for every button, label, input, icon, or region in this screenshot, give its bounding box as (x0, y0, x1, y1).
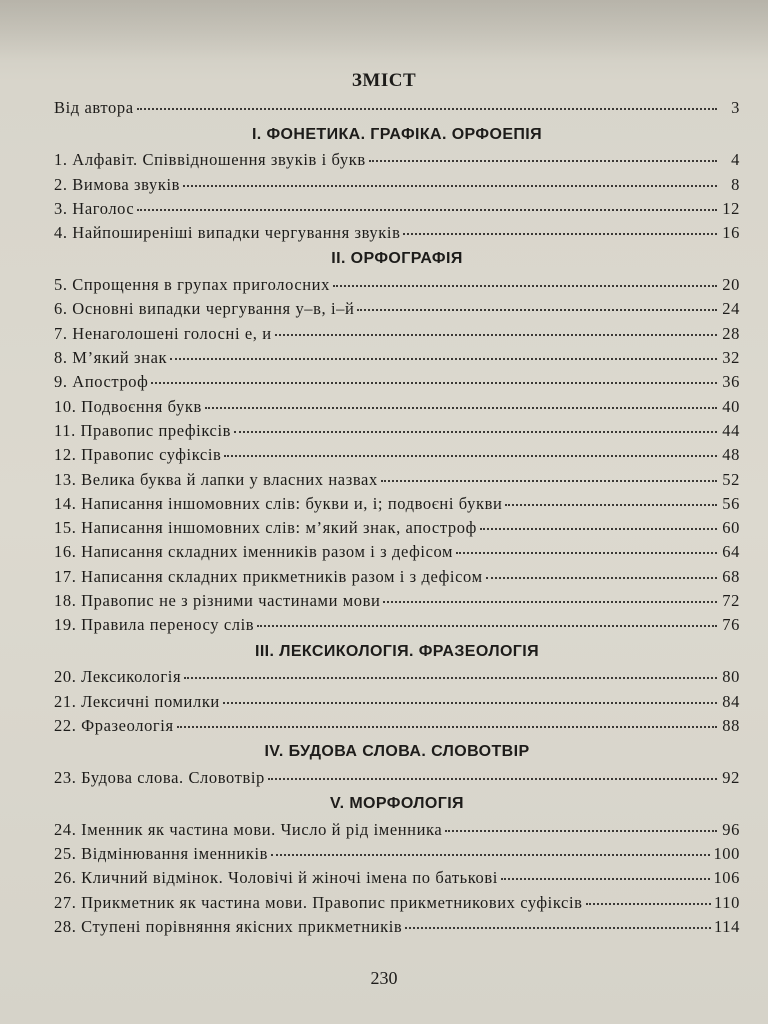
dot-leader (333, 270, 717, 287)
section-heading: I. ФОНЕТИКА. ГРАФІКА. ОРФОЕПІЯ (251, 126, 543, 144)
toc-entry-page: 68 (722, 566, 740, 586)
dot-leader (137, 194, 717, 211)
page-number: 230 (370, 968, 398, 988)
dot-leader (224, 440, 717, 457)
toc-entry-title: 8. М’який знак (54, 348, 168, 368)
toc-entry-title: 13. Велика буква й лапки у власних назвах (54, 469, 378, 489)
dot-leader (170, 343, 717, 360)
dot-leader (383, 586, 717, 603)
toc-entry-title: 21. Лексичні помилки (54, 691, 220, 711)
dot-leader (268, 763, 717, 780)
toc-entry-title: 18. Правопис не з різними частинами мови (54, 591, 381, 611)
section-heading: III. ЛЕКСИКОЛОГІЯ. ФРАЗЕОЛОГІЯ (254, 642, 540, 660)
toc-entry-title: 16. Написання складних іменників разом і з дефісом (54, 542, 454, 562)
toc-entry-title: 6. Основні випадки чергування у–в, і–й (54, 299, 355, 319)
section-heading: IV. БУДОВА СЛОВА. СЛОВОТВІР (264, 743, 530, 761)
toc-entry-title: 27. Прикметник як частина мови. Правопис прикметникових суфіксів (54, 892, 583, 912)
toc-entry-page: 110 (714, 892, 740, 912)
dot-leader (381, 465, 717, 482)
toc-entry-page: 48 (722, 445, 740, 465)
dot-leader (177, 711, 717, 728)
toc-entry-page: 20 (722, 275, 740, 295)
dot-leader (257, 610, 717, 627)
toc-entry-page: 40 (722, 396, 740, 416)
toc-entry-title: 24. Іменник як частина мови. Число й рід іменника (54, 819, 443, 839)
dot-leader (183, 170, 717, 187)
toc-entry-page: 60 (722, 518, 740, 538)
toc-entry-title: 5. Спрощення в групах приголосних (54, 275, 330, 295)
contents-title: ЗМІСТ (351, 70, 417, 91)
dot-leader (137, 93, 717, 110)
toc-entry[interactable] (54, 766, 740, 790)
toc-entry-page: 32 (722, 348, 740, 368)
dot-leader (357, 295, 717, 312)
dot-leader (505, 489, 717, 506)
dot-leader (223, 687, 717, 704)
toc-entry-title: 7. Ненаголошені голосні е, и (54, 323, 272, 343)
section-heading: II. ОРФОГРАФІЯ (331, 250, 463, 268)
toc-entry-page: 16 (722, 223, 740, 243)
dot-leader (151, 368, 717, 385)
toc-entry-title: 20. Лексикологія (54, 667, 182, 687)
toc-entry-page: 100 (713, 844, 740, 864)
toc-entry-title: 9. Апостроф (54, 372, 149, 392)
toc-entry-title: 25. Відмінювання іменників (54, 844, 269, 864)
dot-leader (271, 839, 710, 856)
toc-entry[interactable] (54, 915, 740, 939)
toc-entry-page: 84 (722, 691, 740, 711)
toc-entry-page: 80 (722, 667, 740, 687)
toc-entry-page: 3 (731, 98, 740, 117)
dot-leader (403, 218, 717, 235)
dot-leader (234, 416, 717, 433)
toc-entry-page: 106 (713, 868, 740, 888)
toc-entry[interactable] (54, 714, 740, 738)
toc-entry-title: 2. Вимова звуків (54, 174, 181, 194)
toc-entry-page: 24 (722, 299, 740, 319)
toc-entry-title: 1. Алфавіт. Співвідношення звуків і букв (54, 150, 366, 170)
dot-leader (586, 888, 712, 905)
toc-entry-page: 44 (722, 420, 740, 440)
toc-entry-title: 17. Написання складних прикметників разом і з дефісом (54, 566, 483, 586)
toc-entry-title: 19. Правила переносу слів (54, 615, 255, 635)
toc-entry-page: 92 (722, 767, 740, 787)
toc-entry-title: 3. Наголос (54, 198, 135, 218)
dot-leader (480, 513, 717, 530)
toc-entry-page: 114 (714, 917, 740, 937)
dot-leader (456, 538, 717, 555)
toc-entry-title: 12. Правопис суфіксів (54, 445, 222, 465)
toc-entry-title: 15. Написання іншомовних слів: м’який знак, апостроф (54, 518, 477, 538)
toc-entry-page: 36 (722, 372, 740, 392)
toc-entry-title: 22. Фразеологія (54, 715, 174, 735)
toc-entry-page: 64 (722, 542, 740, 562)
toc-entry[interactable] (54, 221, 740, 245)
toc-entry-page: 4 (731, 150, 740, 170)
dot-leader (486, 562, 717, 579)
toc-entry-page: 8 (731, 174, 740, 194)
toc-entry[interactable] (54, 613, 740, 637)
section-heading: V. МОРФОЛОГІЯ (330, 795, 464, 813)
toc-entry-title: 14. Написання іншомовних слів: букви и, і; подвоєні букви (54, 493, 503, 513)
dot-leader (501, 864, 710, 881)
toc-entry-title: Від автора (54, 98, 134, 117)
toc-entry-page: 96 (722, 819, 740, 839)
toc-entry-title: 11. Правопис префіксів (54, 420, 232, 440)
dot-leader (205, 392, 717, 409)
toc-entry-page: 88 (722, 715, 740, 735)
toc-entry-title: 26. Кличний відмінок. Чоловічі й жіночі імена по батькові (54, 868, 498, 888)
toc-entry-page: 56 (722, 493, 740, 513)
dot-leader (445, 815, 717, 832)
dot-leader (275, 319, 717, 336)
toc-entry-title: 28. Ступені порівняння якісних прикметників (54, 917, 403, 937)
toc-entry-title: 4. Найпоширеніші випадки чергування звуків (54, 223, 401, 243)
table-of-contents (54, 96, 740, 939)
toc-entry-page: 52 (722, 469, 740, 489)
dot-leader (369, 145, 717, 162)
toc-entry-page: 12 (722, 198, 740, 218)
toc-entry-title: 10. Подвоєння букв (54, 396, 202, 416)
dot-leader (184, 662, 717, 679)
toc-entry-page: 72 (722, 591, 740, 611)
toc-entry-page: 28 (722, 323, 740, 343)
dot-leader (405, 912, 711, 929)
toc-entry-page: 76 (722, 615, 740, 635)
page-shadow (0, 0, 768, 60)
toc-entry[interactable] (54, 96, 740, 120)
toc-entry-title: 23. Будова слова. Словотвір (54, 767, 265, 787)
